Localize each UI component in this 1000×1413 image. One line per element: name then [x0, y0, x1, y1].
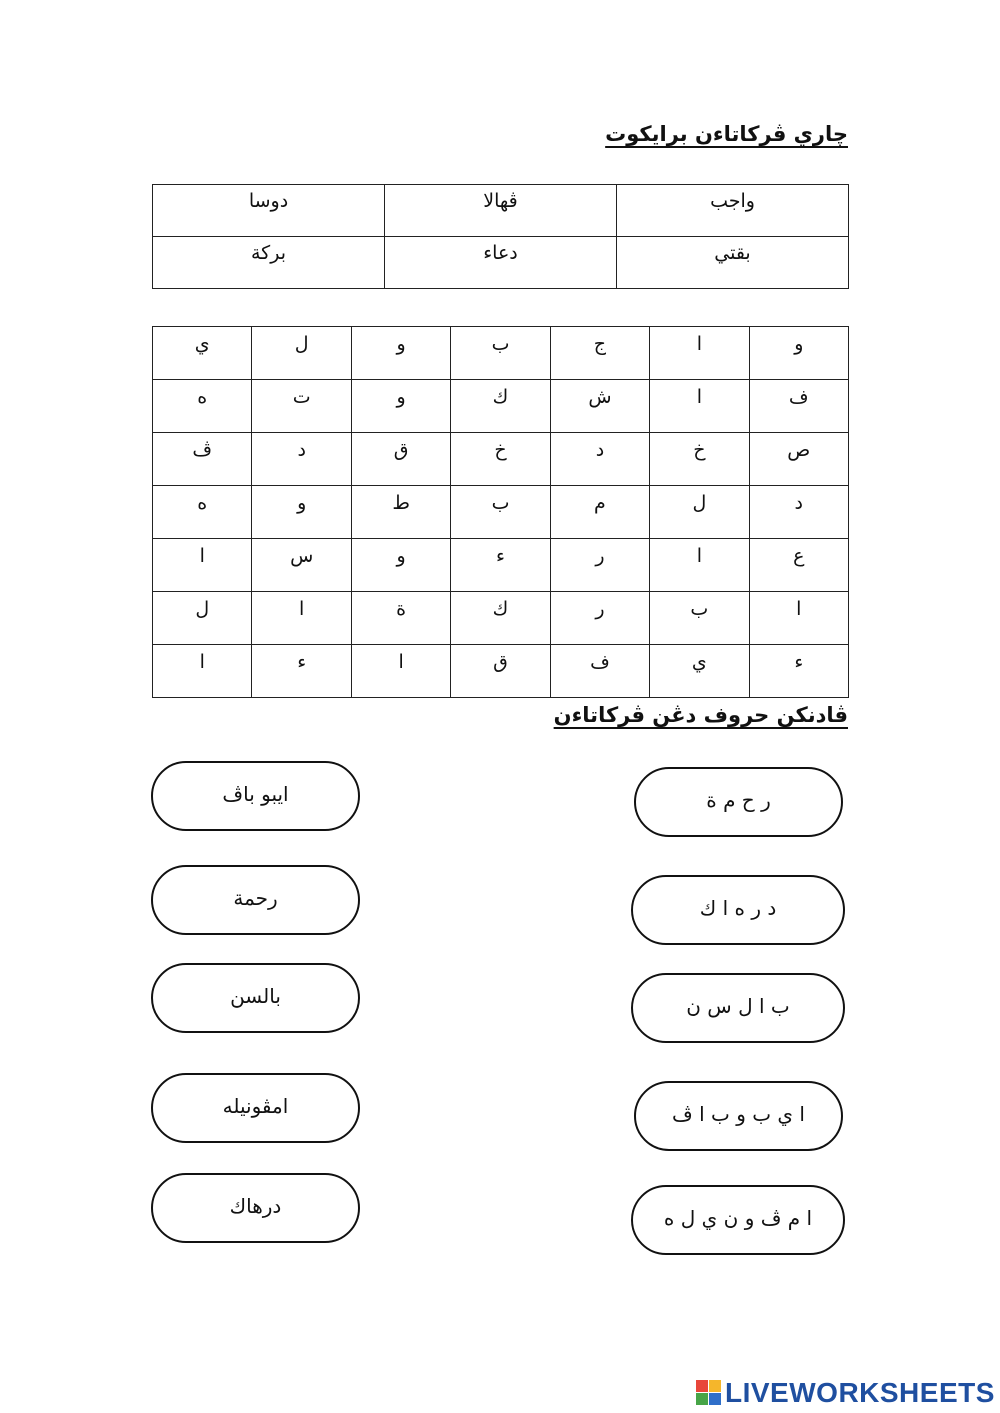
- grid-cell[interactable]: ه: [153, 486, 252, 539]
- word-cell: بقتي: [616, 237, 848, 289]
- logo-square: [696, 1380, 708, 1392]
- grid-cell[interactable]: و: [351, 380, 450, 433]
- grid-cell[interactable]: د: [252, 433, 351, 486]
- grid-cell[interactable]: ا: [252, 592, 351, 645]
- letters-pill[interactable]: ر ح م ة: [634, 767, 843, 837]
- letters-pill[interactable]: ب ا ل س ن: [631, 973, 845, 1043]
- grid-cell[interactable]: ب: [451, 486, 550, 539]
- grid-cell[interactable]: ء: [749, 645, 848, 698]
- logo-text: LIVEWORKSHEETS: [725, 1377, 995, 1408]
- word-cell: واجب: [616, 185, 848, 237]
- grid-cell[interactable]: د: [749, 486, 848, 539]
- grid-cell[interactable]: ل: [252, 327, 351, 380]
- word-cell: ڤهالا: [385, 185, 617, 237]
- grid-cell[interactable]: خ: [650, 433, 749, 486]
- grid-cell[interactable]: ه: [153, 380, 252, 433]
- grid-cell[interactable]: ا: [351, 645, 450, 698]
- grid-cell[interactable]: ق: [351, 433, 450, 486]
- grid-cell[interactable]: ر: [550, 592, 649, 645]
- logo-square: [709, 1380, 721, 1392]
- section-title-match-letters: ڤادنكن حروف دڠن ڤركاتاءن: [553, 703, 848, 727]
- grid-cell[interactable]: ب: [451, 327, 550, 380]
- grid-cell[interactable]: ي: [650, 645, 749, 698]
- grid-cell[interactable]: ا: [650, 380, 749, 433]
- grid-cell[interactable]: ف: [749, 380, 848, 433]
- grid-row: [153, 539, 849, 592]
- grid-cell[interactable]: ا: [153, 539, 252, 592]
- grid-cell[interactable]: ب: [650, 592, 749, 645]
- grid-cell[interactable]: م: [550, 486, 649, 539]
- word-list-table: [152, 184, 849, 289]
- grid-cell[interactable]: ش: [550, 380, 649, 433]
- liveworksheets-logo: [696, 1378, 995, 1408]
- grid-row: [153, 380, 849, 433]
- grid-cell[interactable]: ا: [749, 592, 848, 645]
- grid-cell[interactable]: ع: [749, 539, 848, 592]
- word-pill[interactable]: بالسن: [151, 963, 360, 1033]
- grid-row: [153, 486, 849, 539]
- table-row: [153, 237, 849, 289]
- grid-cell[interactable]: د: [550, 433, 649, 486]
- letters-pill[interactable]: ا ي ب و ب ا ڤ: [634, 1081, 843, 1151]
- grid-cell[interactable]: ل: [650, 486, 749, 539]
- grid-cell[interactable]: و: [252, 486, 351, 539]
- section-title-find-words: چاري ڤركاتاءن برايكوت: [605, 122, 848, 146]
- grid-cell[interactable]: خ: [451, 433, 550, 486]
- grid-cell[interactable]: ا: [650, 539, 749, 592]
- grid-cell[interactable]: ا: [650, 327, 749, 380]
- grid-cell[interactable]: ص: [749, 433, 848, 486]
- grid-cell[interactable]: و: [749, 327, 848, 380]
- logo-square: [709, 1393, 721, 1405]
- word-pill[interactable]: امڤونيله: [151, 1073, 360, 1143]
- word-cell: دوسا: [153, 185, 385, 237]
- grid-cell[interactable]: ة: [351, 592, 450, 645]
- grid-cell[interactable]: س: [252, 539, 351, 592]
- grid-cell[interactable]: ء: [451, 539, 550, 592]
- grid-row: [153, 433, 849, 486]
- letters-pill[interactable]: د ر ه ا ك: [631, 875, 845, 945]
- word-pill[interactable]: ايبو باڤ: [151, 761, 360, 831]
- word-pill[interactable]: درهاك: [151, 1173, 360, 1243]
- word-pill[interactable]: رحمة: [151, 865, 360, 935]
- grid-cell[interactable]: ڤ: [153, 433, 252, 486]
- letters-pill[interactable]: ا م ڤ و ن ي ل ه: [631, 1185, 845, 1255]
- logo-mark-icon: [696, 1380, 722, 1406]
- grid-cell[interactable]: و: [351, 327, 450, 380]
- grid-cell[interactable]: ف: [550, 645, 649, 698]
- grid-cell[interactable]: ك: [451, 380, 550, 433]
- grid-cell[interactable]: و: [351, 539, 450, 592]
- grid-cell[interactable]: ج: [550, 327, 649, 380]
- grid-cell[interactable]: ر: [550, 539, 649, 592]
- grid-row: [153, 592, 849, 645]
- grid-cell[interactable]: ك: [451, 592, 550, 645]
- grid-row: [153, 327, 849, 380]
- word-cell: بركة: [153, 237, 385, 289]
- grid-cell[interactable]: ط: [351, 486, 450, 539]
- grid-cell[interactable]: ي: [153, 327, 252, 380]
- grid-row: [153, 645, 849, 698]
- grid-cell[interactable]: ء: [252, 645, 351, 698]
- grid-cell[interactable]: ت: [252, 380, 351, 433]
- logo-square: [696, 1393, 708, 1405]
- grid-cell[interactable]: ا: [153, 645, 252, 698]
- word-cell: دعاء: [385, 237, 617, 289]
- word-search-grid: [152, 326, 849, 698]
- grid-cell[interactable]: ل: [153, 592, 252, 645]
- table-row: [153, 185, 849, 237]
- grid-cell[interactable]: ق: [451, 645, 550, 698]
